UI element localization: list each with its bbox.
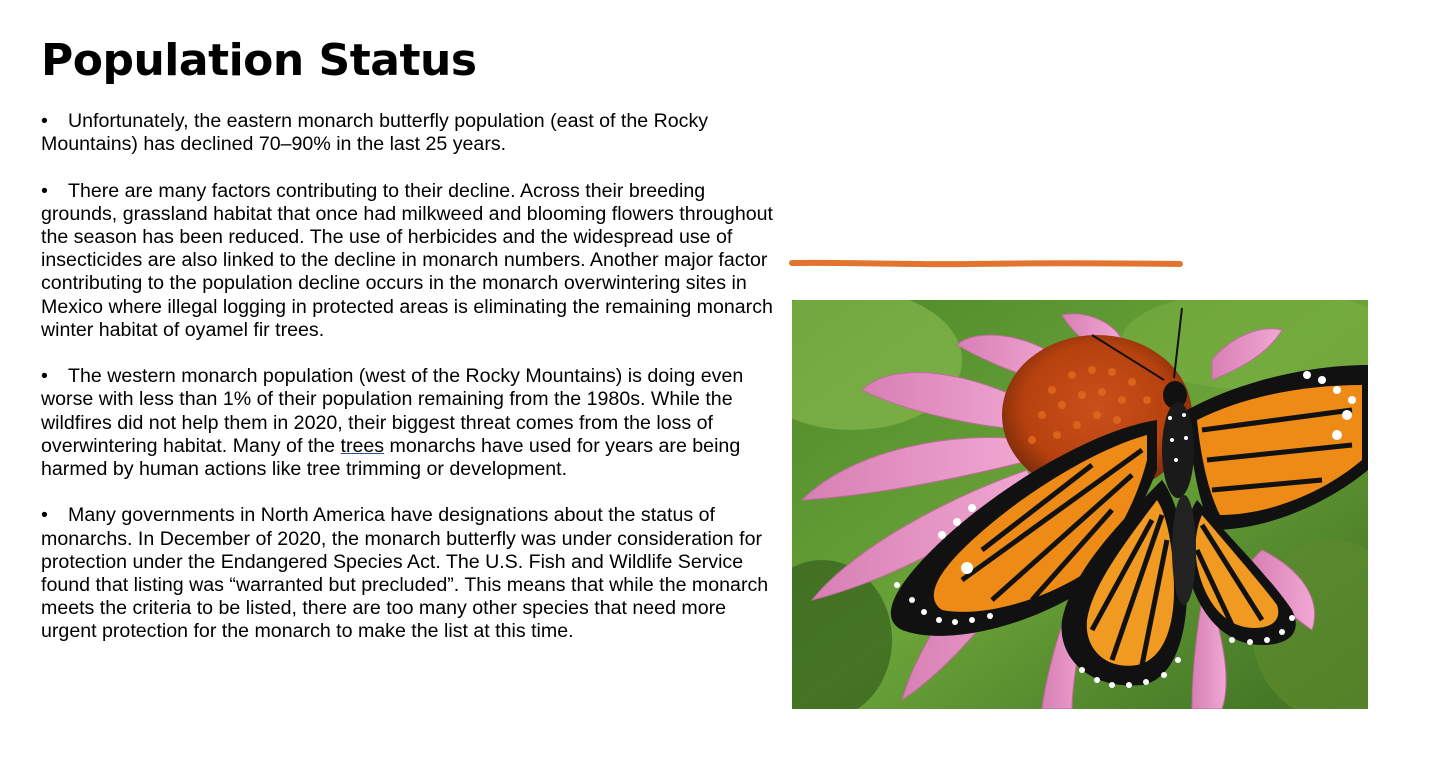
ink-stroke	[789, 259, 1183, 269]
bullet-text-1: Unfortunately, the eastern monarch butterfly population (east of the Rocky Mountains) has declined 70–90% in the last 25 years.	[41, 110, 709, 156]
bullet-text-4: Many governments in North America have designations about the status of monarchs. In December of 2020, the monarch butterfly was under consideration for protection under the Endangered Species Act. The U.S. Fish and Wildlife Service found that listing was “warranted but precluded”. This means that while the monarch meets the criteria to be listed, there are too many other species that need more urgent protection for the monarch to make the list at this time.	[41, 504, 769, 643]
slide-body	[41, 110, 786, 667]
bullet-text-3b: monarchs have used for years are being harmed by human actions like tree trimming or development.	[41, 434, 741, 481]
butterfly-image	[792, 300, 1368, 709]
bullet-paragraph-2	[41, 180, 786, 342]
bullet-text-3a: The western monarch population (west of the Rocky Mountains) is doing even worse with less than 1% of their population remaining from the 1980s. While the wildfires did not help them in 2020, their biggest threat comes from the loss of overwintering habitat. Many of the	[41, 365, 744, 457]
monarch-butterfly-photo	[792, 300, 1368, 709]
underlined-word-trees: trees	[340, 434, 385, 457]
bullet-marker: •	[41, 504, 48, 527]
bullet-paragraph-1	[41, 110, 786, 156]
bullet-marker: •	[41, 110, 48, 132]
bullet-text-2: There are many factors contributing to their decline. Across their breeding grounds, grassland habitat that once had milkweed and blooming flowers throughout the season has been reduced. The use of herbicides and the widespread use of insecticides are also linked to the decline in monarch numbers. Another major factor contributing to the population decline occurs in the monarch overwintering sites in Mexico where illegal logging in protected areas is eliminating the remaining monarch winter habitat of oyamel fir trees.	[41, 179, 773, 341]
bullet-marker: •	[41, 365, 48, 388]
bullet-marker: •	[41, 179, 48, 202]
bullet-paragraph-3	[41, 365, 786, 481]
slide-title: Population Status	[41, 35, 477, 86]
bullet-paragraph-4	[41, 504, 786, 643]
